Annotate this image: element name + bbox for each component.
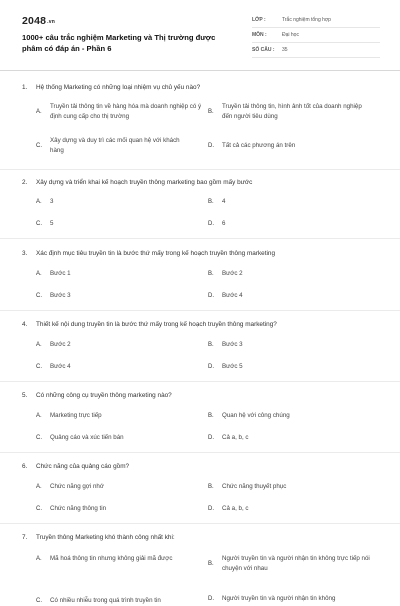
question-text: Xây dựng và triển khai kế hoạch truyền thông marketing bao gồm mấy bước [36,179,253,186]
option-a[interactable] [36,102,211,122]
option-b[interactable] [208,269,243,279]
option-letter: A. [36,342,42,348]
option-text: Bước 4 [50,363,71,370]
option-text: Chức năng gợi nhớ [50,483,104,490]
question-divider [0,452,400,453]
option-letter: A. [36,199,42,205]
meta-value: Trắc nghiệm tổng hợp [282,17,331,23]
option-a[interactable] [36,197,53,207]
option-letter: C. [36,598,42,604]
option-text: Người truyền tin và người nhận tin không [222,595,336,602]
meta-key: MÔN : [252,32,267,38]
option-b[interactable] [208,340,243,350]
option-b[interactable] [208,411,290,421]
option-c[interactable] [36,219,53,229]
option-b[interactable] [208,482,286,492]
option-a[interactable] [36,482,104,492]
option-letter: B. [208,484,214,490]
logo-domain-text: .vn [47,19,55,25]
option-text: Tất cả các phương án trên [222,142,296,149]
option-text: Bước 3 [222,341,243,348]
option-text: Mã hoá thông tin nhưng không giải mã được [50,555,173,562]
option-letter: D. [208,596,214,602]
question-stem [22,462,382,471]
question-stem [22,178,382,187]
option-d[interactable] [208,141,380,151]
question-text: Hệ thống Marketing có những loại nhiệm vụ chủ yếu nào? [36,84,201,91]
question-number: 7. [22,534,28,541]
option-text: Bước 3 [50,292,71,299]
question-text: Truyền thông Marketing khó thành công nhất khi: [36,534,175,541]
meta-value: 35 [282,47,288,53]
question-text: Chức năng của quảng cáo gồm? [36,463,130,470]
option-letter: B. [208,199,214,205]
question-number: 5. [22,392,28,399]
option-text: Quảng cáo và xúc tiến bán [50,434,124,441]
option-a[interactable] [36,269,71,279]
meta-row-count [252,43,380,58]
option-letter: A. [36,271,42,277]
option-text: Quan hệ với công chúng [222,412,290,419]
option-a[interactable] [36,411,102,421]
option-text: Xây dựng và duy trì các mối quan hệ với khách hàng [50,137,180,154]
option-text: 3 [50,198,54,205]
meta-row-class [252,13,380,28]
question-stem [22,249,382,258]
option-text: Chức năng thuyết phục [222,483,287,490]
option-letter: D. [208,221,214,227]
option-letter: D. [208,364,214,370]
option-letter: C. [36,221,42,227]
option-letter: A. [36,109,42,115]
option-letter: D. [208,293,214,299]
question-divider [0,310,400,311]
question-text: Có những công cụ truyền thông marketing nào? [36,392,172,399]
question-stem [22,391,382,400]
option-letter: C. [36,293,42,299]
option-letter: A. [36,484,42,490]
question-text: Xác định mục tiêu truyền tin là bước thứ mấy trong kế hoạch truyền thông marketing [36,250,276,257]
option-text: Bước 2 [50,341,71,348]
option-b[interactable] [208,554,380,574]
question-number: 1. [22,84,28,91]
question-number: 3. [22,250,28,257]
option-text: 4 [222,198,226,205]
question-stem [22,533,382,542]
meta-value: Đại học [282,32,299,38]
option-c[interactable] [36,504,106,514]
option-d[interactable] [208,594,380,604]
question-2 [22,178,382,227]
meta-row-subject [252,28,380,43]
option-d[interactable] [208,504,248,514]
page-header [0,0,400,68]
option-text: Chức năng thông tin [50,505,107,512]
option-letter: B. [208,109,214,115]
option-letter: B. [208,271,214,277]
logo-main-text: 2048 [22,15,47,27]
option-text: Cả a, b, c [222,505,249,512]
question-divider [0,238,400,239]
question-stem [22,83,382,92]
option-text: Truyền tải thông tin về hàng hóa mà doanh nghiệp có ý định cung cấp cho thị trường [50,103,202,120]
option-d[interactable] [208,219,225,229]
option-text: Có nhiều nhiễu trong quá trình truyền tin [50,597,161,604]
option-letter: B. [208,413,214,419]
option-c[interactable] [36,136,211,156]
option-text: Người truyền tin và người nhận tin không trực tiếp nói chuyện với nhau [222,555,370,572]
option-letter: C. [36,143,42,149]
question-text: Thiết kế nội dung truyền tin là bước thứ mấy trong kế hoạch truyền thông marketing? [36,321,277,328]
option-text: Bước 2 [222,270,243,277]
question-5 [22,391,382,441]
option-text: Marketing trực tiếp [50,412,102,419]
question-number: 6. [22,463,28,470]
option-letter: A. [36,556,42,562]
option-d[interactable] [208,362,243,372]
header-divider [0,70,400,71]
option-letter: B. [208,342,214,348]
question-7 [22,533,382,604]
option-d[interactable] [208,291,243,301]
option-c[interactable] [36,291,71,301]
site-logo[interactable] [22,15,55,27]
option-d[interactable] [208,433,248,443]
option-a[interactable] [36,554,211,564]
question-divider [0,381,400,382]
option-letter: C. [36,364,42,370]
option-letter: C. [36,435,42,441]
question-4 [22,320,382,370]
option-letter: C. [36,506,42,512]
meta-key: SỐ CÂU : [252,47,275,53]
option-letter: D. [208,435,214,441]
question-6 [22,462,382,512]
option-text: 6 [222,220,226,227]
option-letter: D. [208,143,214,149]
option-letter: D. [208,506,214,512]
quiz-meta-table [252,13,380,58]
option-a[interactable] [36,340,71,350]
option-text: Truyền tải thông tin, hình ảnh tốt của doanh nghiệp đến người tiêu dùng [222,103,362,120]
option-text: Bước 4 [222,292,243,299]
option-c[interactable] [36,362,71,372]
option-b[interactable] [208,197,225,207]
question-divider [0,523,400,524]
meta-key: LỚP : [252,17,266,23]
question-1 [22,83,382,154]
option-letter: B. [208,561,214,567]
option-text: Bước 1 [50,270,71,277]
question-number: 4. [22,321,28,328]
option-text: Cả a, b, c [222,434,249,441]
question-number: 2. [22,179,28,186]
option-b[interactable] [208,102,380,122]
option-letter: A. [36,413,42,419]
question-divider [0,169,400,170]
quiz-title: 1000+ câu trắc nghiệm Marketing và Thị trường được phâm có đáp án - Phần 6 [22,33,216,53]
option-c[interactable] [36,433,124,443]
option-c[interactable] [36,596,211,606]
option-text: 5 [50,220,54,227]
question-3 [22,249,382,299]
question-stem [22,320,382,329]
option-text: Bước 5 [222,363,243,370]
